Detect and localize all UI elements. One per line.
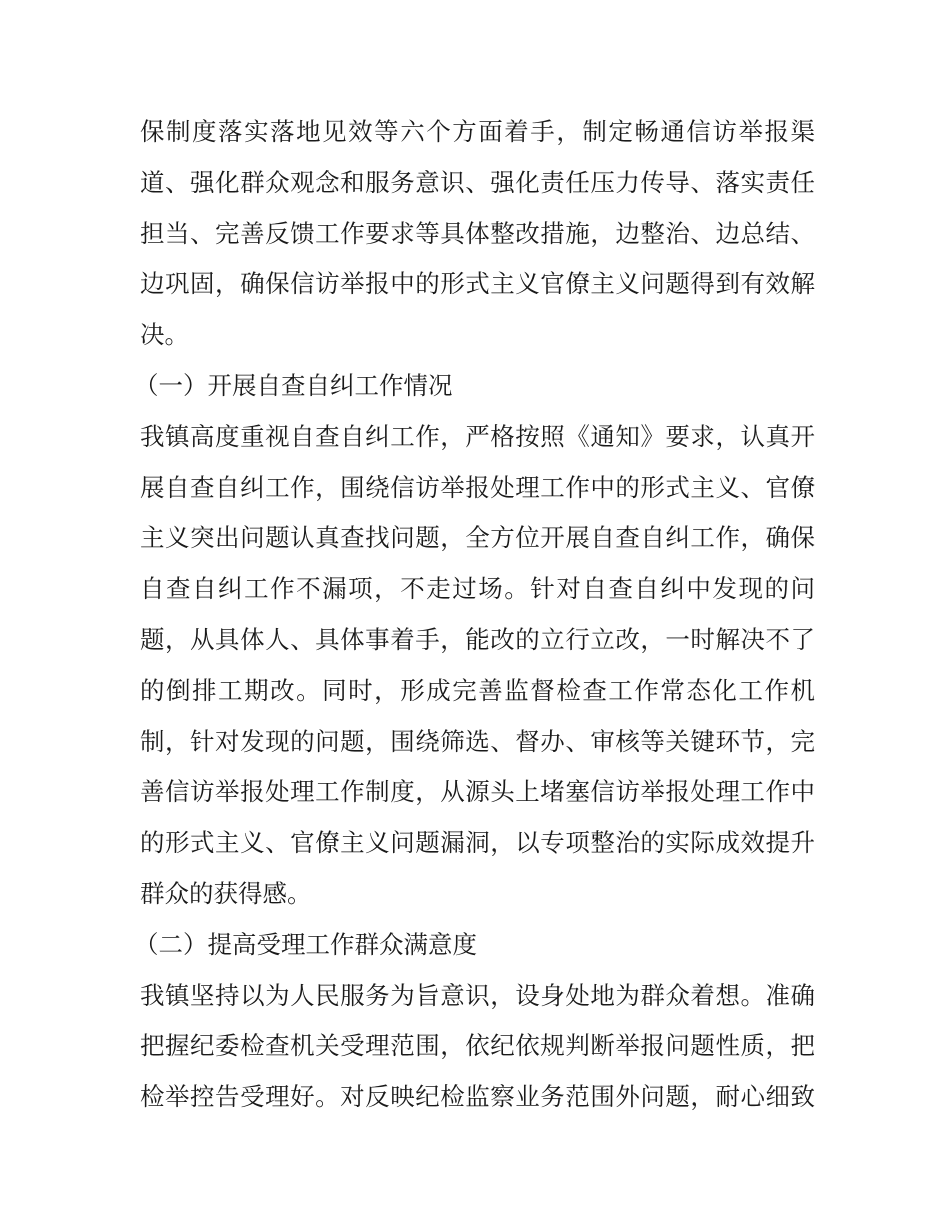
paragraph-line: 群众的获得感。 (140, 878, 312, 908)
paragraph-line: 保制度落实落地见效等六个方面着手，制定畅通信访举报渠 (140, 117, 815, 146)
paragraph-line: 检举控告受理好。对反映纪检监察业务范围外问题，耐心细致 (140, 1082, 815, 1112)
document-page (134, 107, 815, 1123)
paragraph-line: 善信访举报处理工作制度，从源头上堵塞信访举报处理工作中 (140, 777, 815, 807)
paragraph-line: 边巩固，确保信访举报中的形式主义官僚主义问题得到有效解 (140, 269, 815, 299)
paragraph-line: 主义突出问题认真查找问题，全方位开展自查自纠工作，确保 (140, 523, 815, 553)
paragraph-line: 道、强化群众观念和服务意识、强化责任压力传导、落实责任 (140, 167, 815, 197)
section2-paragraph (140, 971, 815, 1123)
paragraph-line: 展自查自纠工作，围绕信访举报处理工作中的形式主义、官僚 (140, 472, 815, 502)
paragraph-line: 题，从具体人、具体事着手，能改的立行立改，一时解决不了 (140, 624, 815, 654)
paragraph-line: 自查自纠工作不漏项，不走过场。针对自查自纠中发现的问 (140, 574, 815, 604)
paragraph-line: 我镇高度重视自查自纠工作，严格按照《通知》要求，认真开 (140, 421, 815, 451)
section-heading-2: （二）提高受理工作群众满意度 (134, 929, 477, 959)
paragraph-line: 担当、完善反馈工作要求等具体整改措施，边整治、边总结、 (140, 218, 815, 248)
paragraph-line: 把握纪委检查机关受理范围，依纪依规判断举报问题性质，把 (140, 1031, 815, 1061)
paragraph-line: 制，针对发现的问题，围绕筛选、督办、审核等关键环节，完 (140, 726, 815, 756)
section1-paragraph (140, 412, 815, 920)
paragraph-line: 的形式主义、官僚主义问题漏洞，以专项整治的实际成效提升 (140, 828, 815, 858)
paragraph-line: 决。 (140, 320, 189, 350)
intro-paragraph (140, 107, 815, 361)
paragraph-line: 我镇坚持以为人民服务为旨意识，设身处地为群众着想。准确 (140, 980, 815, 1010)
section-heading-1: （一）开展自查自纠工作情况 (134, 370, 453, 400)
paragraph-line: 的倒排工期改。同时，形成完善监督检查工作常态化工作机 (140, 675, 815, 705)
